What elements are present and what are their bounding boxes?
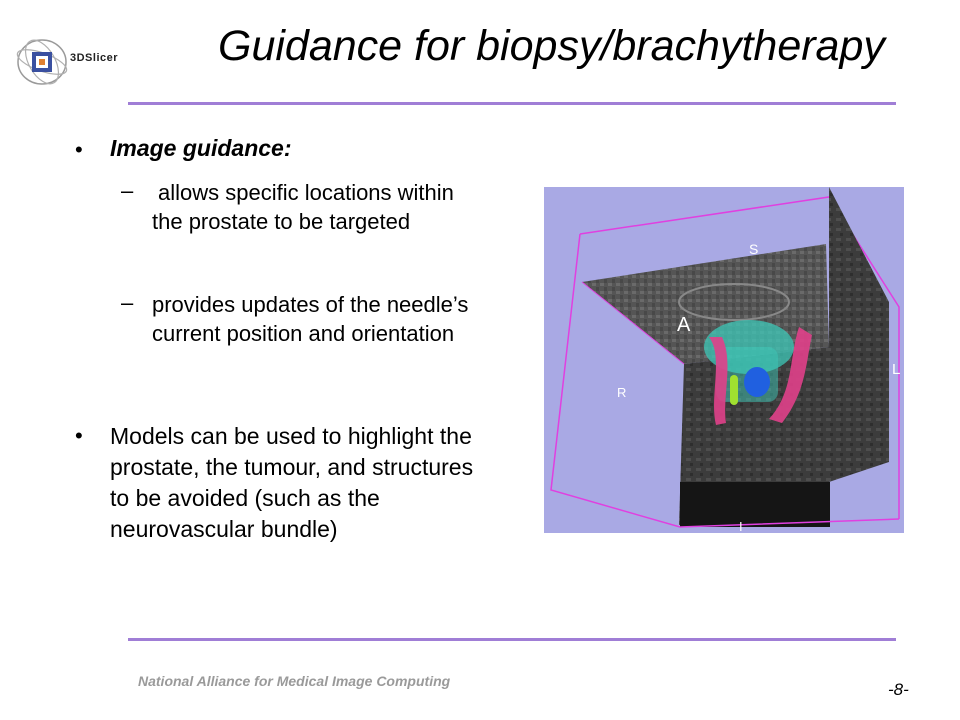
footer-organization: National Alliance for Medical Image Computing <box>138 673 451 689</box>
top-divider <box>128 102 896 105</box>
sub-bullet-updates: provides updates of the needle’s current position and orientation <box>152 292 469 346</box>
sub-bullet-marker: – <box>121 290 134 315</box>
tumour-model <box>744 367 770 397</box>
label-s: S <box>749 241 759 257</box>
bottom-divider <box>128 638 896 641</box>
logo-text: 3DSlicer <box>70 52 119 64</box>
slide-title: Guidance for biopsy/brachytherapy <box>218 22 885 70</box>
label-a: A <box>677 314 691 336</box>
bullet-image-guidance: Image guidance: <box>110 135 292 161</box>
label-l: L <box>892 361 901 378</box>
sub-bullet-marker: – <box>121 178 134 203</box>
page-number: -8- <box>888 680 909 699</box>
3dslicer-logo-icon <box>14 30 74 90</box>
bullet-models: Models can be used to highlight the prostate, the tumour, and structures to be avoided (such as the neurovascular bundle) <box>110 423 474 542</box>
bullet-marker: • <box>75 137 83 162</box>
3d-render-image <box>544 187 904 533</box>
prostate-3d-view <box>544 187 904 533</box>
label-i: I <box>739 519 743 533</box>
sub-bullet-locations: allows specific locations within the prostate to be targeted <box>152 180 454 234</box>
bullet-marker: • <box>75 423 83 448</box>
needle-model <box>730 375 738 405</box>
label-r: R <box>617 385 627 400</box>
